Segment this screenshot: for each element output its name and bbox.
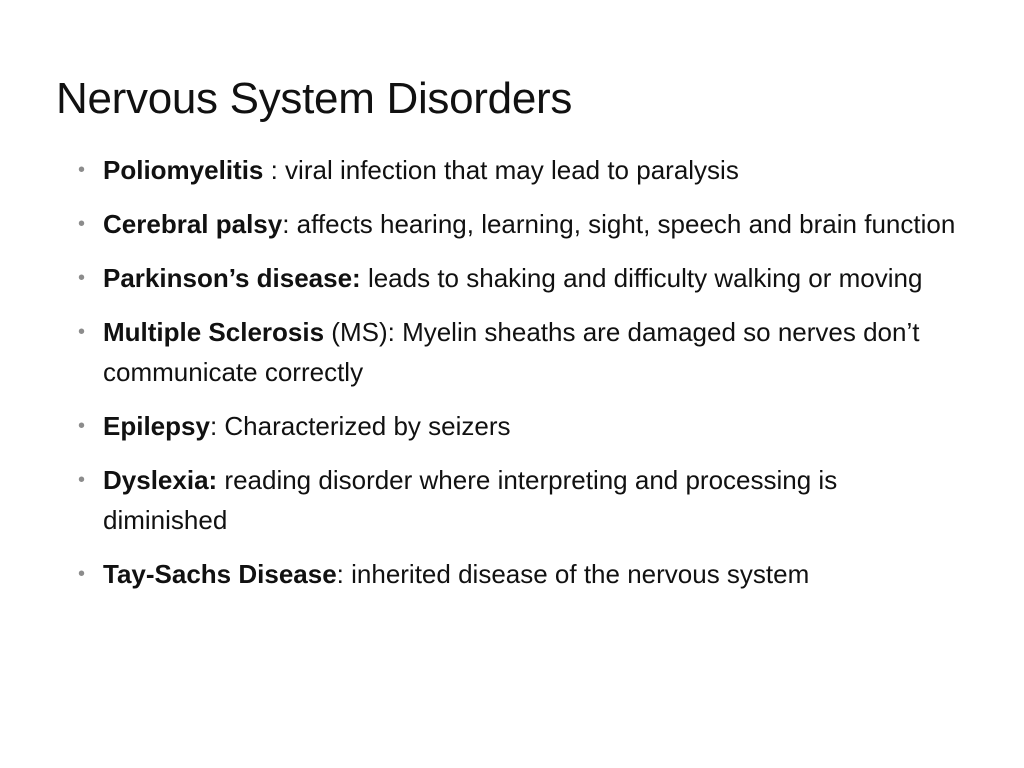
- bullet-dot-icon: •: [78, 267, 86, 289]
- bullet-item-multiple-sclerosis: [78, 312, 958, 392]
- term-label: Tay-Sachs Disease: [103, 559, 337, 589]
- term-label: Parkinson’s disease:: [103, 263, 361, 293]
- term-description: : affects hearing, learning, sight, speech and brain function: [282, 209, 956, 239]
- term-description: leads to shaking and difficulty walking or moving: [360, 263, 923, 293]
- term-description: (MS): Myelin sheaths are damaged so nerves don’t communicate correctly: [103, 317, 920, 387]
- bullet-dot-icon: •: [78, 321, 86, 343]
- bullet-list: [78, 150, 958, 608]
- term-label: Multiple Sclerosis: [103, 317, 325, 347]
- bullet-dot-icon: •: [78, 213, 86, 235]
- term-label: Cerebral palsy: [103, 209, 283, 239]
- bullet-dot-icon: •: [78, 469, 86, 491]
- term-description: : Characterized by seizers: [209, 411, 511, 441]
- bullet-dot-icon: •: [78, 415, 86, 437]
- term-description: : viral infection that may lead to paralysis: [263, 155, 739, 185]
- bullet-item-parkinsons-disease: [78, 258, 958, 298]
- term-label: Poliomyelitis: [103, 155, 264, 185]
- bullet-item-cerebral-palsy: [78, 204, 958, 244]
- term-label: Dyslexia:: [103, 465, 218, 495]
- slide-title: Nervous System Disorders: [56, 74, 573, 123]
- bullet-dot-icon: •: [78, 563, 86, 585]
- term-description: reading disorder where interpreting and processing is diminished: [103, 465, 838, 535]
- bullet-dot-icon: •: [78, 159, 86, 181]
- term-description: : inherited disease of the nervous system: [336, 559, 810, 589]
- bullet-item-tay-sachs-disease: [78, 554, 958, 594]
- term-label: Epilepsy: [103, 411, 210, 441]
- bullet-item-poliomyelitis: [78, 150, 958, 190]
- bullet-item-epilepsy: [78, 406, 958, 446]
- bullet-item-dyslexia: [78, 460, 958, 540]
